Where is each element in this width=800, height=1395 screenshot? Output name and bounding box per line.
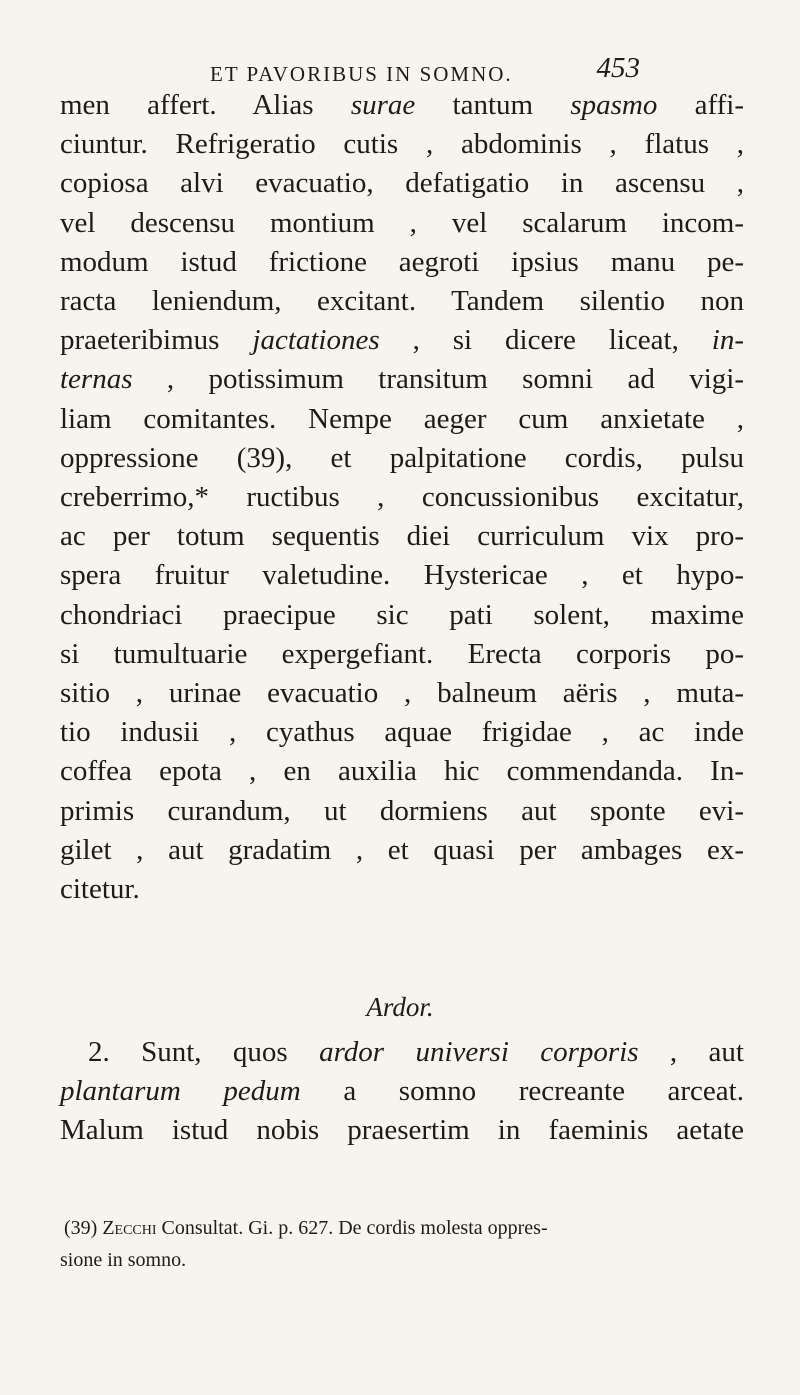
section-heading: Ardor.: [366, 992, 434, 1022]
text-line: sitio , urinae evacuatio , balneum aëris , muta-: [60, 677, 744, 710]
text-line: ciuntur. Refrigeratio cutis , abdominis , flatus ,: [60, 128, 744, 161]
text-line: oppressione (39), et palpitatione cordis, pulsu: [60, 441, 744, 474]
footnote-line: sione in somno.: [60, 1249, 187, 1271]
text-line: chondriaci praecipue sic pati solent, maxime: [60, 598, 744, 631]
text-line: modum istud frictione aegroti ipsius manu pe-: [60, 245, 744, 278]
text-line: ac per totum sequentis diei curriculum vix pro-: [60, 520, 744, 553]
footnote-line: (39) Zecchi Consultat. Gi. p. 627. De cordis molesta oppres-: [64, 1217, 548, 1239]
text-line: tio indusii , cyathus aquae frigidae , ac inde: [60, 716, 744, 749]
text-line: Malum istud nobis praesertim in faeminis aetate: [60, 1114, 744, 1147]
footnote-author: Zecchi: [102, 1217, 157, 1239]
text-line: 2. Sunt, quos ardor universi corporis , aut: [88, 1036, 744, 1068]
paragraph-2: [60, 1033, 744, 1151]
text-line: primis curandum, ut dormiens aut sponte evi-: [60, 794, 744, 827]
text-line: gilet , aut gradatim , et quasi per ambages ex-: [60, 833, 744, 866]
text-line: liam comitantes. Nempe aeger cum anxietate ,: [60, 402, 744, 435]
running-head: [210, 52, 640, 88]
text-line: racta leniendum, excitant. Tandem silentio non: [60, 285, 744, 318]
running-head-title: ET PAVORIBUS IN SOMNO.: [210, 62, 513, 86]
text-line: spera fruitur valetudine. Hystericae , et hypo-: [60, 559, 744, 592]
text-line: men affert. Alias surae tantum spasmo affi-: [60, 89, 744, 121]
page-number: 453: [596, 52, 640, 84]
text-line: vel descensu montium , vel scalarum incom-: [60, 206, 744, 239]
text-line: coffea epota , en auxilia hic commendanda. In-: [60, 755, 744, 788]
text-line: ternas , potissimum transitum somni ad vigi-: [60, 363, 744, 396]
footnote: [60, 1212, 744, 1276]
text-line: si tumultuarie expergefiant. Erecta corporis po-: [60, 637, 744, 670]
text-line: citetur.: [60, 873, 140, 906]
text-line: copiosa alvi evacuatio, defatigatio in ascensu ,: [60, 167, 744, 200]
text-line: creberrimo,* ructibus , concussionibus excitatur,: [60, 481, 744, 514]
footnote-marker: (39): [64, 1217, 98, 1239]
text-line: plantarum pedum a somno recreante arceat.: [60, 1075, 744, 1108]
paragraph-1: [60, 86, 744, 909]
text-line: praeteribimus jactationes , si dicere liceat, in-: [60, 324, 744, 357]
